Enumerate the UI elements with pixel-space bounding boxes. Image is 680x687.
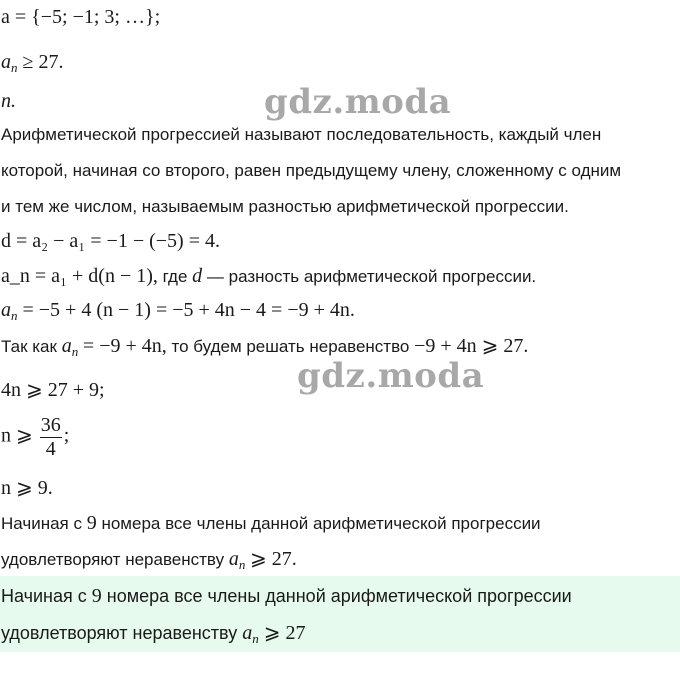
sequence-line [1, 6, 160, 28]
general-formula: a_n = a₁ + d(n − 1), [1, 265, 158, 287]
since-line: Так как $a_n = -9 + 4n$, то будем решать неравенство −9 + 4n ⩾ 27. [1, 335, 529, 359]
substitution-line: $a_n = -5 + 4$ (n − 1) = −5 + 4n − 4 = −9 + 4n. [1, 299, 355, 323]
sequence-expression: a = {−5; −1; 3; …}; [1, 6, 161, 28]
conclusion-inequality: ⩾ 27. [250, 548, 297, 570]
d-formula: d = a₂ − a₁ = −1 − (−5) = 4. [1, 230, 220, 252]
step-2-end: ; [63, 424, 70, 447]
answer-inequality: ⩾ 27 [263, 622, 306, 644]
answer-start: Начиная с [1, 586, 87, 606]
step-3-line [1, 477, 53, 499]
step-3-expression: n ⩾ 9. [1, 477, 53, 499]
general-formula-line [1, 265, 536, 288]
inequality-expression: −9 + 4n ⩾ 27. [414, 335, 529, 357]
conclusion-mid: номера все члены данной арифметической прогрессии [101, 514, 541, 533]
definition-line-3: и тем же числом, называемым разностью арифметической прогрессии. [1, 197, 569, 216]
conclusion-number: 9 [86, 512, 97, 534]
step-2-lhs: n ⩾ [1, 424, 33, 447]
then-solve-label: то будем решать неравенство [171, 337, 410, 356]
since-label: Так как [1, 337, 57, 356]
d-meaning: — разность арифметической прогрессии. [206, 267, 537, 286]
step-1-expression: 4n ⩾ 27 + 9; [1, 379, 105, 401]
d-formula-line [1, 230, 220, 252]
d-variable: d [192, 265, 203, 287]
answer-number: 9 [91, 585, 102, 607]
fraction-numerator: 36 [40, 414, 61, 436]
condition-line: $a_n \ge 27$. [1, 51, 64, 75]
fraction [40, 414, 62, 460]
n-variable: n. [1, 90, 16, 112]
where-label: где [162, 267, 188, 286]
conclusion-line-1 [1, 512, 541, 535]
answer-end: удовлетворяют неравенству [1, 623, 238, 643]
answer-line-2: удовлетворяют неравенству $a_n$ ⩾ 27 [1, 622, 306, 646]
conclusion-end: удовлетворяют неравенству [1, 550, 225, 569]
conclusion-start: Начиная с [1, 514, 82, 533]
definition-line-1: Арифметической прогрессией называют последовательность, каждый член [1, 125, 602, 144]
n-line [1, 90, 16, 112]
answer-mid: номера все члены данной арифметической прогрессии [106, 586, 572, 606]
substitution-expression: = −5 + 4 (n − 1) = −5 + 4n − 4 = −9 + 4n. [22, 299, 355, 321]
fraction-denominator: 4 [45, 438, 56, 460]
watermark: gdz.moda [297, 356, 485, 396]
condition-expression: ≥ 27. [22, 51, 64, 73]
step-1-line [1, 379, 105, 401]
answer-box [0, 576, 680, 652]
since-expression: = −9 + 4n, [82, 335, 167, 357]
definition-line-2: которой, начиная со второго, равен предыдущему члену, сложенному с одним [1, 161, 622, 180]
conclusion-line-2: удовлетворяют неравенству $a_n$ ⩾ 27. [1, 548, 297, 572]
answer-line-1 [1, 585, 572, 607]
watermark: gdz.moda [264, 82, 452, 122]
step-2-line [1, 414, 69, 460]
